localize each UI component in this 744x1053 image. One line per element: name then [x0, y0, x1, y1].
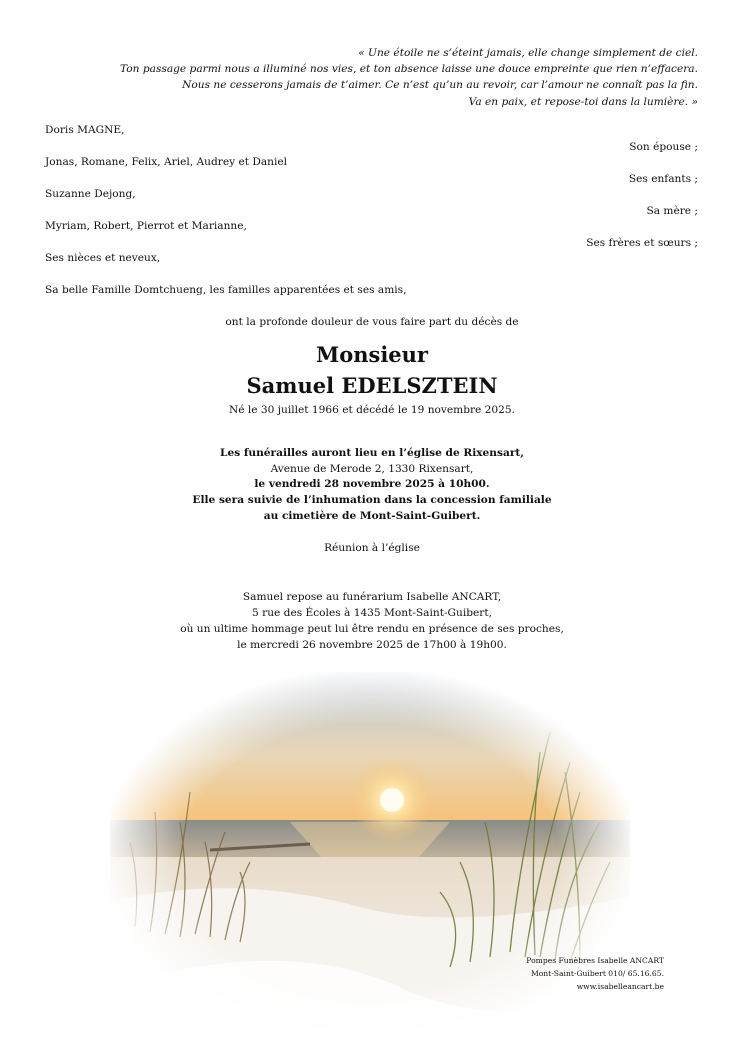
quote-line: « Une étoile ne s’éteint jamais, elle change simplement de ciel.: [358, 47, 698, 59]
quote-line: Va en paix, et repose-toi dans la lumière. »: [468, 95, 698, 108]
announcement-intro: ont la profonde douleur de vous faire part du décès de: [225, 316, 519, 328]
reunion-note: Réunion à l’église: [324, 542, 420, 554]
family-member: Suzanne Dejong,: [45, 188, 136, 200]
funeral-location: Les funérailles auront lieu en l’église de Rixensart,: [220, 447, 524, 459]
family-member: Ses nièces et neveux,: [45, 252, 161, 264]
life-dates: Né le 30 juillet 1966 et décédé le 19 novembre 2025.: [228, 404, 516, 416]
funeral-home-footer: [526, 955, 664, 993]
family-member: Sa belle Famille Domtchueng, les familles apparentées et ses amis,: [45, 284, 407, 296]
burial-cemetery: au cimetière de Mont-Saint-Guibert.: [263, 510, 481, 522]
family-relation: Ses frères et sœurs ;: [586, 237, 698, 249]
repose-schedule: le mercredi 26 novembre 2025 de 17h00 à 19h00.: [237, 639, 507, 651]
repose-location: Samuel repose au funérarium Isabelle ANCART,: [242, 591, 502, 603]
quote-line: Nous ne cesserons jamais de t’aimer. Ce n’est qu’un au revoir, car l’amour ne connaît pas la fin.: [182, 79, 698, 92]
funeral-home-website[interactable]: www.isabelleancart.be: [576, 981, 664, 991]
epitaph-quote: [120, 45, 698, 110]
family-relation: Son épouse ;: [629, 141, 698, 153]
deceased-name: Samuel EDELSZTEIN: [246, 373, 498, 398]
family-relation: Ses enfants ;: [628, 173, 698, 185]
funeral-address: Avenue de Merode 2, 1330 Rixensart,: [270, 463, 474, 475]
funeral-date: le vendredi 28 novembre 2025 à 10h00.: [254, 478, 490, 490]
repose-homage: où un ultime hommage peut lui être rendu en présence de ses proches,: [180, 623, 564, 635]
repose-address: 5 rue des Écoles à 1435 Mont-Saint-Guibert,: [252, 607, 492, 619]
family-member: Doris MAGNE,: [45, 124, 125, 136]
quote-line: Ton passage parmi nous a illuminé nos vies, et ton absence laisse une douce empreinte que rien n’effacera.: [120, 63, 698, 76]
funeral-home-name: Pompes Funèbres Isabelle ANCART: [526, 956, 664, 965]
family-member: Myriam, Robert, Pierrot et Marianne,: [45, 220, 247, 232]
family-member: Jonas, Romane, Felix, Ariel, Audrey et Daniel: [45, 156, 288, 168]
burial-info: Elle sera suivie de l’inhumation dans la concession familiale: [192, 494, 552, 506]
family-relation: Sa mère ;: [646, 205, 698, 217]
deceased-honorific: Monsieur: [315, 342, 428, 367]
funeral-home-contact: Mont-Saint-Guibert 010/ 65.16.65.: [530, 968, 664, 978]
